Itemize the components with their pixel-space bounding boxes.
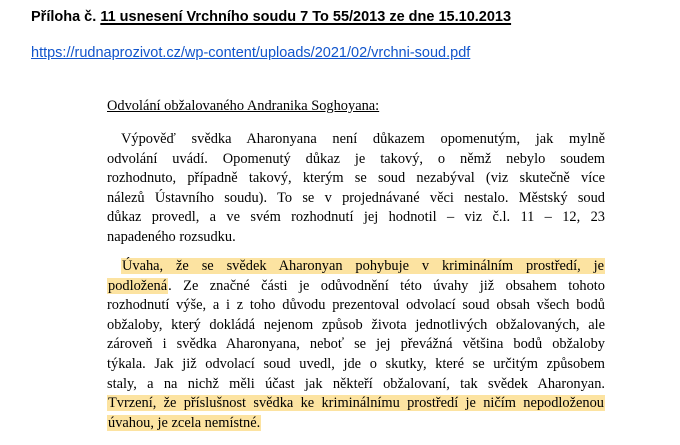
paragraph-1 bbox=[107, 130, 605, 248]
paragraph-line bbox=[107, 277, 605, 297]
paragraph-line: týkala. Jak již odvolací soud uvedl, jde o skutky, které se určitým způsobem bbox=[107, 355, 605, 372]
paragraph-line: napadeného rozsudku. bbox=[107, 228, 236, 245]
paragraph-line: odvolání uvádí. Opomenutý důkaz je takový, o němž nebylo soudem bbox=[107, 150, 605, 167]
title-prefix: Příloha č. bbox=[31, 9, 101, 25]
attachment-title bbox=[31, 8, 511, 26]
paragraph-line: důkaz provedl, a ve svém rozhodnutí jej hodnotil – viz č.l. 11 – 12, 23 bbox=[107, 209, 605, 226]
paragraph-2 bbox=[107, 257, 605, 433]
highlight: úvahou, je zcela nemístné. bbox=[108, 414, 261, 431]
paragraph-line: nálezů Ústavního soudu). To se v projednávané věci nestalo. Městský soud bbox=[107, 189, 605, 206]
paragraph-line bbox=[107, 414, 605, 434]
paragraph-line bbox=[107, 257, 605, 277]
paragraph-line: staly, a na nichž měli účast jak někteří obžalovaní, tak svědek Aharonyan. bbox=[107, 375, 605, 392]
paragraph-line: zároveň i svědka Aharonyana, neboť se jej převážná většina bodů obžaloby bbox=[107, 336, 605, 353]
paragraph-line: rozhodnutí výše, a i z toho důvodu prezentoval odvolací soud obsah všech bodů bbox=[107, 297, 605, 314]
highlight: Tvrzení, že příslušnost svědka ke kriminálnímu prostředí je ničím nepodloženou bbox=[108, 395, 604, 412]
paragraph-text: . Ze značné části je odůvodnění této úvahy již obsahem tohoto bbox=[168, 277, 605, 294]
highlight: Úvaha, že se svědek Aharonyan pohybuje v kriminálním prostředí, je bbox=[122, 258, 604, 274]
source-link[interactable]: https://rudnaprozivot.cz/wp-content/uploads/2021/02/vrchni-soud.pdf bbox=[31, 45, 471, 61]
title-reference: 11 usnesení Vrchního soudu 7 To 55/2013 ze dne 15.10.2013 bbox=[100, 9, 512, 25]
paragraph-line: rozhodnuto, případně takový, kterým se soud nezabýval (viz skutečně více bbox=[107, 170, 605, 187]
paragraph-line: obžaloby, který dokládá nejenom způsob života jednotlivých obžalovaných, ale bbox=[107, 316, 605, 333]
paragraph-line bbox=[107, 394, 605, 414]
paragraph-line: Výpověď svědka Aharonyana není důkazem opomenutým, jak mylně bbox=[121, 131, 605, 147]
section-heading: Odvolání obžalovaného Andranika Soghoyana: bbox=[107, 98, 380, 114]
highlight: podložená bbox=[108, 277, 168, 294]
